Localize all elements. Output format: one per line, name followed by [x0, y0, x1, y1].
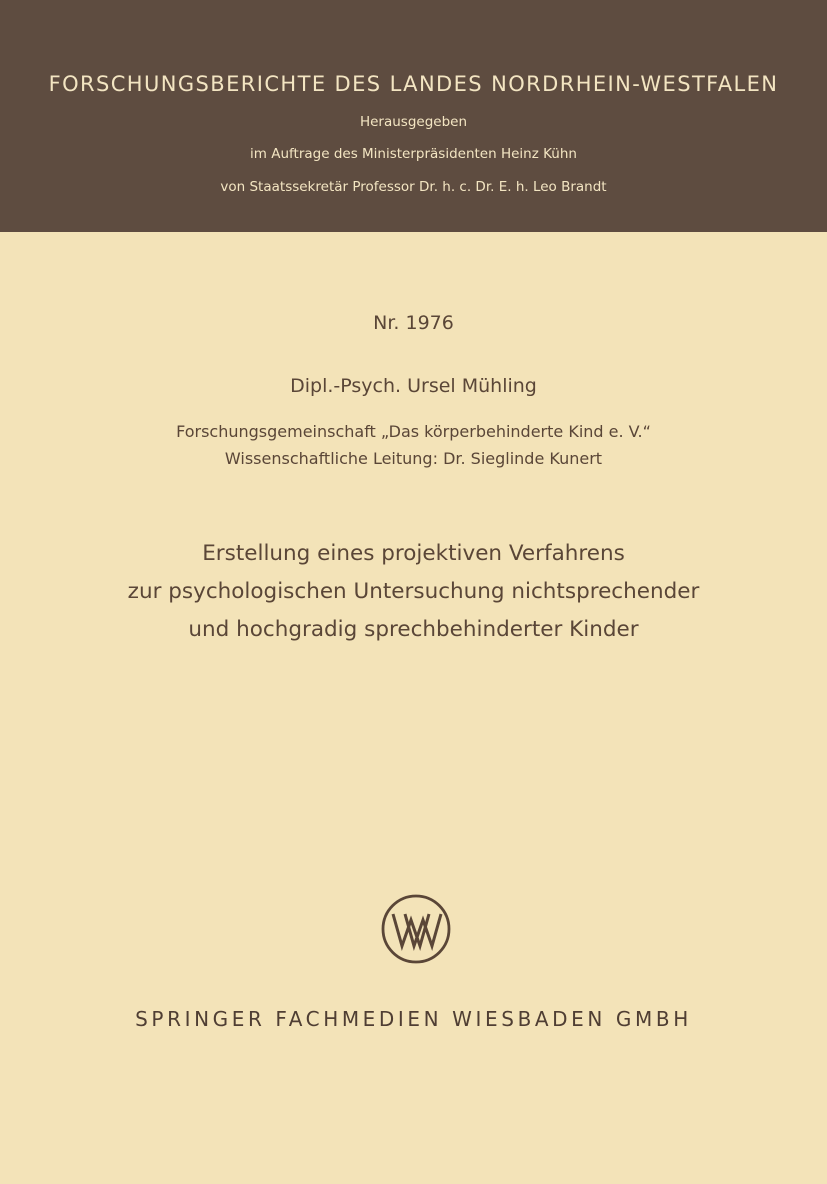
title-line-3: und hochgradig sprechbehinderter Kinder [188, 617, 639, 642]
editor-label: Herausgegeben [359, 114, 468, 130]
title-line-1: Erstellung eines projektiven Verfahrens [202, 541, 625, 566]
organization-line: Forschungsgemeinschaft „Das körperbehinderte Kind e. V.“ [176, 422, 651, 441]
report-number: Nr. 1976 [373, 312, 454, 334]
commission-line: im Auftrage des Ministerpräsidenten Heinz Kühn [250, 146, 577, 162]
springer-ww-logo-icon [380, 893, 452, 965]
author-name: Dipl.-Psych. Ursel Mühling [290, 375, 537, 397]
header-band [0, 0, 827, 232]
title-line-2: zur psychologischen Untersuchung nichtsprechender [127, 579, 700, 604]
leadership-line: Wissenschaftliche Leitung: Dr. Sieglinde Kunert [224, 449, 603, 468]
series-title: FORSCHUNGSBERICHTE DES LANDES NORDRHEIN-WESTFALEN [48, 72, 779, 96]
editor-name-line: von Staatssekretär Professor Dr. h. c. Dr. E. h. Leo Brandt [220, 179, 607, 195]
publisher-name: SPRINGER FACHMEDIEN WIESBADEN GMBH [135, 1007, 692, 1031]
